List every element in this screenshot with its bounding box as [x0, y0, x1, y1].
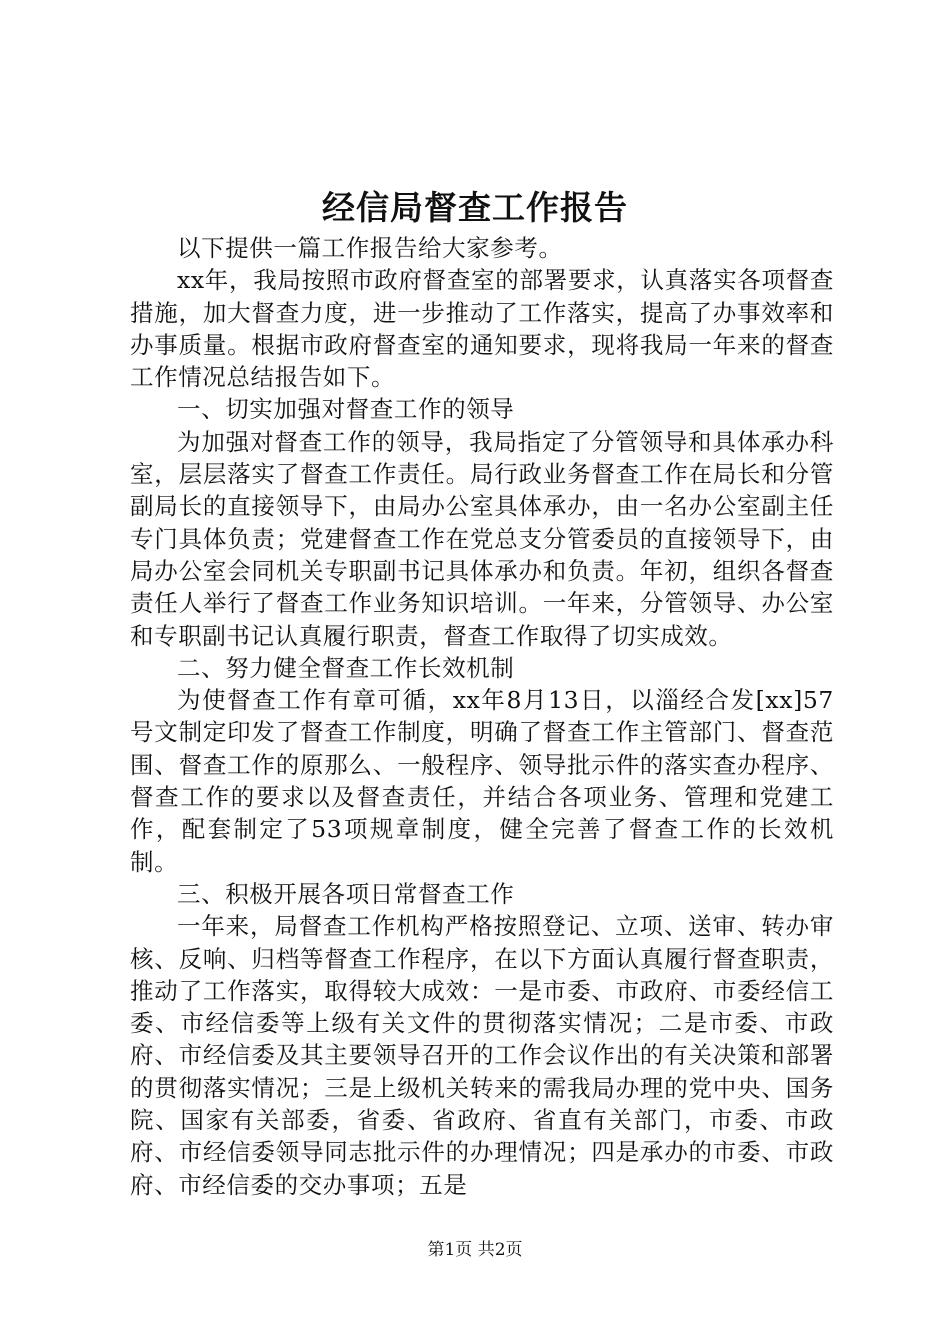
section-paragraph-3: 一年来，局督查工作机构严格按照登记、立项、送审、转办审核、反响、归档等督查工作程序，在以下方面认真履行督查职责，推动了工作落实，取得较大成效：一是市委、市政府、市委经信工委、市经信委等上级有关文件的贯彻落实情况；二是市委、市政府、市经信委及其主要领导召开的工作会议作出的有关决策和部署的贯彻落实情况；三是上级机关转来的需我局办理的党中央、国务院、国家有关部委，省委、省政府、省直有关部门，市委、市政府、市经信委领导同志批示件的办理情况；四是承办的市委、市政府、市经信委的交办事项；五是: [130, 912, 834, 1199]
section-heading-2: 二、努力健全督查工作长效机制: [177, 653, 515, 682]
section-paragraph-1: 为加强对督查工作的领导，我局指定了分管领导和具体承办科室，层层落实了督查工作责任。局行政业务督查工作在局长和分管副局长的直接领导下，由局办公室具体承办，由一名办公室副主任专门具体负责；党建督查工作在党总支分管委员的直接领导下，由局办公室会同机关专职副书记具体承办和负责。年初，组织各督查责任人举行了督查工作业务知识培训。一年来，分管领导、办公室和专职副书记认真履行职责，督查工作取得了切实成效。: [130, 427, 834, 650]
page-footer: 第1页 共2页: [427, 1240, 523, 1260]
document-title: 经信局督查工作报告: [322, 188, 628, 227]
section-paragraph-2: 为使督查工作有章可循，xx年8月13日，以淄经合发[xx]57号文制定印发了督查工作制度，明确了督查工作主管部门、督查范围、督查工作的原那么、一般程序、领导批示件的落实查办程序、督查工作的要求以及督查责任，并结合各项业务、管理和党建工作，配套制定了53项规章制度，健全完善了督查工作的长效机制。: [130, 686, 834, 876]
summary-paragraph: xx年，我局按照市政府督查室的部署要求，认真落实各项督查措施，加大督查力度，进一步推动了工作落实，提高了办事效率和办事质量。根据市政府督查室的通知要求，现将我局一年来的督查工作情况总结报告如下。: [130, 266, 834, 392]
section-heading-3: 三、积极开展各项日常督查工作: [177, 879, 515, 908]
section-heading-1: 一、切实加强对督查工作的领导: [177, 395, 515, 424]
document-body: [130, 232, 834, 1201]
intro-paragraph: 以下提供一篇工作报告给大家参考。: [177, 234, 563, 262]
